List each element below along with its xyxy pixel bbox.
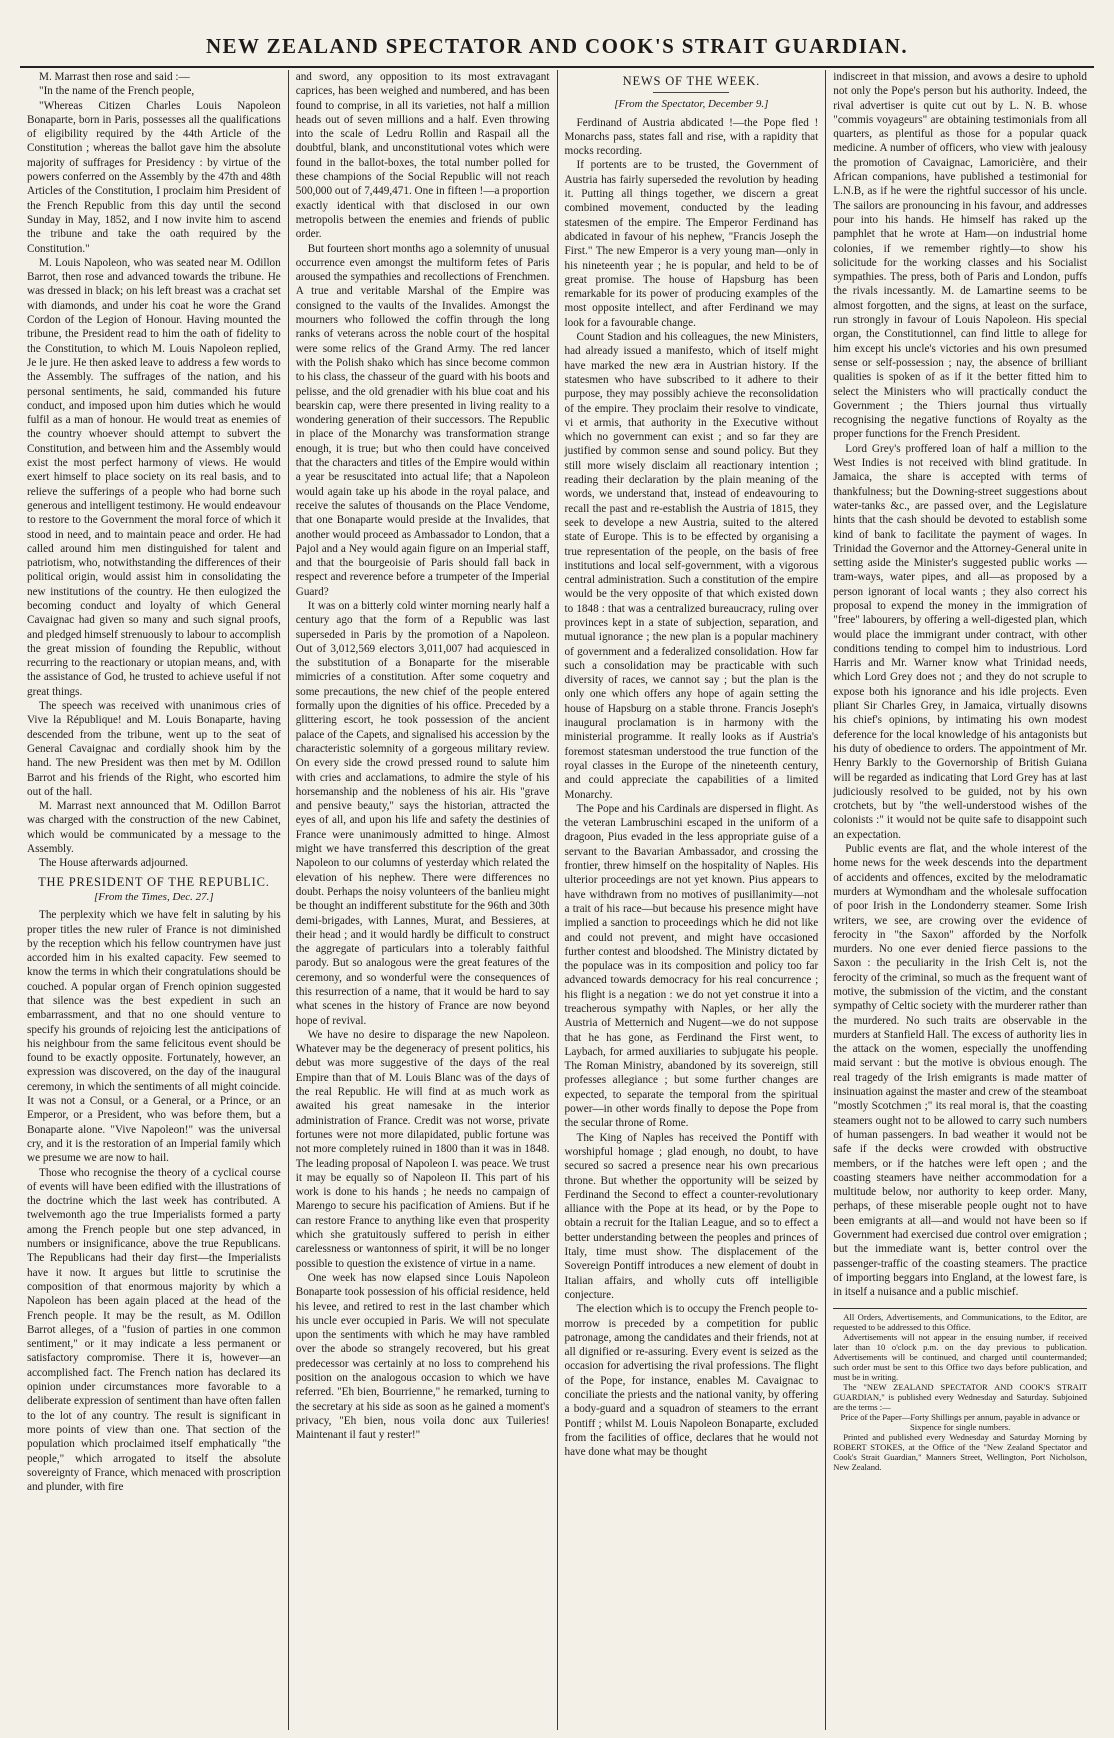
notice: Price of the Paper—Forty Shillings per annum, payable in advance or Sixpence for single numbers.: [840, 1411, 1080, 1432]
paragraph: and sword, any opposition to its most extravagant caprices, has been weighed and numbered, and has been found to comprise, in all its varieties, not half a million heads out of seven millions and a half. Even throwing into the scale of Ledru Rollin and Raspail all the doubtful, blank, and unconstitutional votes which were found in the ballot-boxes, the total number polled for these champions of the Social Republic will not reach 500,000 out of 7,449,471. One in fifteen !—a proportion exactly identical with that disclosed in our own metropolis between the enemies and friends of public order.: [295, 71, 550, 241]
masthead-rule: [20, 66, 1094, 68]
article-heading: NEWS OF THE WEEK.: [622, 74, 761, 88]
paragraph: "Whereas Citizen Charles Louis Napoleon Bonaparte, born in Paris, possesses all the qualifications of eligibility required by the 44th Article of the Constitution ; whereas the ballot gave him the absolute majority of suffrages for Presidency : by virtue of the powers conferred on the Assembly by the 47th and 48th Articles of the Constitution, I proclaim him President of the French Republic from this day until the second Sunday in May, 1852, and I now invite him to ascend the tribune and take the oath required by the Constitution.": [27, 99, 281, 255]
notice: Printed and published every Wednesday and Saturday Morning by ROBERT STOKES, at the Office of the "New Zealand Spectator and Cook's Strait Guardian," Manners Street, Wellington, Port Nicholson, New Zealand.: [833, 1431, 1087, 1472]
paragraph: M. Marrast then rose and said :—: [39, 71, 190, 83]
notice: Advertisements will not appear in the ensuing number, if received later than 10 o'clock p.m. on the day previous to publication. Advertisements will be continued, and charged until countermanded; such order must be sent to this Office two days before publication, and must be in writing.: [833, 1331, 1087, 1382]
masthead: NEW ZEALAND SPECTATOR AND COOK'S STRAIT GUARDIAN.: [205, 34, 909, 58]
paragraph: Public events are flat, and the whole interest of the home news for the week descends into the department of accidents and offences, excited by the melodramatic murders at Wymondham and the wholesale suffocation of poor Irish in the Londonderry steamer. Some Irish writers, we see, are crowing over the evidence of ferocity in "the Saxon" afforded by the Norfolk murders. No one ever denied fierce passions to the Saxon : the peculiarity in the Irish Celt is, not the ferocity of the criminal, so much as the frequent want of motive, the submission of the victim, and the constant sympathy of Celtic society with the murderer rather than the murdered. No such traits are observable in the murders at Stanfield Hall. The excess of authority lies in the attack on the women, especially the unoffending maid servant : but the motive is obvious enough. The real tragedy of the Irish emigrants is made matter of insinuation against the master and crew of the steamboat "mostly Scotchmen ;" its real moral is, that the coasting steamers ought not to be allowed to carry such numbers of human passengers. In bad weather it would not be safe if the decks were crowded with obstructive members, or if the hatches were left open ; and the coasting steamers have neither accommodation for a multitude below, nor authority to keep order. Many, perhaps, of these miserable people ought not to have been emigrants at all—and would not have been so if Government had exercised due control over emigration ; but the immediate want is, better control over the passenger-traffic of the coasting steamers. The practice of importing beggars into England, at the lowest fare, is in itself a nuisance and a public mischief.: [833, 843, 1087, 1299]
paragraph: We have no desire to disparage the new Napoleon. Whatever may be the degeneracy of present politics, his debut was more suggestive of the days of the real Empire than that of M. Louis Blanc was of the days of the real Republic. He will find at as much work as awaited his great namesake in the interior administration of France. Credit was not worse, private fortunes were not more dilapidated, public fortune was not more completely ruined in 1800 than it was in 1848. The leading proposal of Napoleon I. was peace. We trust it may be equally so of Napoleon II. This part of his work is done to his hands ; he needs no campaign of Marengo to secure his pacification of Amiens. But if he can restore France to anything like even that prosperity which she gratuitously suffered to perish in either carelessness or wantonness of spirit, it will be no longer possible to question the existence of virtue in a name.: [295, 1028, 550, 1270]
article-source: [From the Times, Dec. 27.]: [94, 890, 214, 903]
column-1: [20, 70, 288, 1730]
paragraph: M. Louis Napoleon, who was seated near M. Odillon Barrot, then rose and advanced towards the tribune. He was dressed in black; on his left breast was a crachat set with diamonds, and under his coat he wore the Grand Cordon of the Legion of Honour. Having mounted the tribune, the President read to him the oath of fidelity to the Constitution, to which M. Louis Napoleon replied, Je le jure. He then asked leave to address a few words to the Assembly. The suffrages of the nation, and his personal sentiments, he said, commanded his future conduct, and imposed upon him duties which he would fulfil as a man of honour. He would treat as enemies of the country whoever should attempt to subvert the Constitution, and between him and the Assembly would exist the most perfect harmony of views. He would exert himself to place society on its real basis, and to relieve the sufferings of a people who had borne such generous and intelligent testimony. He would endeavour to restore to the Government the moral force of which it stood in need, and to maintain peace and order. He had called around him men distinguished for talent and patriotism, who, notwithstanding the differences of their political origin, would assist him in consolidating the new institutions of the country. He then eulogized the becoming conduct and loyalty of which General Cavaignac had given so many and such signal proofs, and pledged himself strenuously to labour to accomplish the great mission of founding the Republic, without recurring to the reactionary or utopian means, and, with the assistance of God, he trusted to achieve useful if not great things.: [27, 256, 281, 698]
article-source: [From the Spectator, December 9.]: [614, 98, 769, 111]
paragraph: The election which is to occupy the French people to-morrow is preceded by a competition for public patronage, among the candidates and their friends, not at all dignified or re-assuring. Every event is seized as the occasion for advertising the rival professions. The flight of the Pope, for instance, enables M. Cavaignac to conciliate the priests and the national vanity, by offering a body-guard and a squadron of steamers to the errant Pontiff ; whilst M. Louis Napoleon Bonaparte, excluded from the facilities of office, declares that he would not have done what may be thought: [564, 1303, 819, 1459]
column-2: [288, 70, 557, 1730]
paragraph: Count Stadion and his colleagues, the new Ministers, had already issued a manifesto, which of itself might have marked the new æra in Austrian history. If the statesmen who have subscribed to it adhere to their purpose, they may possibly achieve the reconsolidation of the empire. They proclaim their resolve to vindicate, vi et armis, that authority in the Executive without which no government can exist ; and so far they are justified by common sense and sound policy. But they still more wisely disclaim all reactionary intention ; reading their declaration by the plain meaning of the words, we understand that, instead of endeavouring to recall the past and re-establish the Austria of 1815, they seek to develope a new Austria, suited to the altered state of Europe. This is to be effected by organising a true representation of the people, on the basis of free institutions and local self-government, with a vigorous central administration. Such a constitution of the empire would be the very opposite of that which existed down to 1848 : that was a centralized bureaucracy, ruling over provinces kept in a state of subjection, separation, and mutual ignorance ; the new plan is a popular machinery of government and a federalized consolidation. How far such a consolidation may be practicable with such diversity of races, we cannot say ; but the plan is the only one which offers any hope of again setting the house of Hapsburg on a stable throne. Francis Joseph's inaugural proclamation is in harmony with the ministerial programme. It really looks as if Austria's foremost statesman understood the true function of the royal classes in the Europe of the nineteenth century, and could appreciate the capabilities of a limited Monarchy.: [564, 331, 819, 801]
paragraph: Those who recognise the theory of a cyclical course of events will have been edified with the illustrations of the doctrine which the last week has contributed. A twelvemonth ago the true Imperialists formed a party among the French people but one step advanced, in numbers or insignificance, above the true Republicans. The Republicans had their day first—the Imperialists have it now. It argues but little to scrutinise the composition of that enormous majority by which a Napoleon has been again placed at the head of the French people. It may be the result, as M. Odillon Barrot alleges, of a "fusion of parties in one common sentiment," or it may indicate a less permanent or satisfactory compromise. There it is, however—an accomplished fact. The French nation has declared its opinion under circumstances more favorable to a deliberate expression of sentiment than have often fallen to the lot of any country. The result is significant in more points of view than one. That section of the population which proclaimed itself emphatically "the people," which arrogated to itself the absolute sovereignty of France, which menaced with proscription and plunder, with fire: [27, 1166, 281, 1494]
paragraph: The speech was received with unanimous cries of Vive la République! and M. Louis Bonaparte, having descended from the tribune, went up to the seat of General Cavaignac and cordially shook him by the hand. The new President was then met by M. Odillon Barrot and his friends of the Right, who escorted him out of the hall.: [27, 700, 281, 798]
paragraph: The King of Naples has received the Pontiff with worshipful homage ; glad enough, no doubt, to have secured so sacred a presence near his own precarious throne. But whether the opportunity will be seized by Ferdinand the Second to effect a counter-revolutionary alliance with the Pope at its head, or by the Pope to obtain a recruit for the Italian League, and so to effect a better understanding between the peoples and princes of Italy, time must show. The displacement of the Sovereign Pontiff introduces a new element of doubt in Italian affairs, and wholly cuts off intelligible conjecture.: [564, 1131, 819, 1301]
paragraph: It was on a bitterly cold winter morning nearly half a century ago that the form of a Republic was last superseded in Paris by the promotion of a Napoleon. Out of 3,012,569 electors 3,011,007 had acquiesced in the substitution of a Bonaparte for the miserable mimicries of a constitution. After some coquetry and some precautions, the new chief of the people entered formally upon the dignities of his office. Preceded by a glittering escort, he took possession of the ancient palace of the Capets, and signalised his accession by the characteristic solemnity of a gorgeous military review. On every side the crowd pressed round to salute him with cries and acclamations, to admire the style of his horsemanship and the nobleness of his air. His "grave and pensive beauty," says the historian, attracted the eyes of all, and upon his life and safety the destinies of France were unanimously admitted to hinge. Almost might we have transferred this description of the great Napoleon to our columns of yesterday which related the elevation of his nephew. There were differences no doubt. Perhaps the noisy volunteers of the banlieu might be thought an indifferent substitute for the 96th and 30th demi-brigades, with Lannes, Murat, and Bessieres, at their head ; and it would hardly be difficult to construct the aggregate of particulars into a tolerably faithful parody. But so analogous were the great features of the ceremony, and so wonderful were the consequences of this resurrection of a name, that it would be hard to say what scenes in the history of France are now beyond hope of revival.: [295, 599, 550, 1027]
paragraph: Lord Grey's proffered loan of half a million to the West Indies is not received with blind gratitude. In Jamaica, the share is accepted with terms of thankfulness; but the Downing-street suggestions about water-tanks &c., are passed over, and the Legislature hints that the cash should be devoted to establish some kind of bank to facilitate the payment of wages. In Trinidad the Governor and the Attorney-General unite in setting aside the Minister's suggested public works —tram-ways, water pipes, and all—as proposed by a person ignorant of local wants ; they also correct his proposal to expend the money in the immigration of "free" labourers, by offering a well-digested plan, which would place the immigrant under contract, with other conditions tending to compel him to industrious. Lord Harris and Mr. Warner know what Trinidad needs, which Lord Grey does not ; and they do not scruple to expose both his ignorance and his idle projects. Even pliant Sir Charles Grey, in Jamaica, virtually disowns his chief's opinions, by intimating his own modest deference for the local knowledge of his antagonists but his duty of obedience to orders. The appointment of Mr. Henry Barkly to the Governorship of British Guiana will be regarded as indicating that Lord Grey has at last judiciously resolved to be guided, not by his own crotchets, but by "the well-understood wishes of the colonists :" it would not be quite safe to disappoint such an expectation.: [833, 442, 1087, 841]
paragraph: The perplexity which we have felt in saluting by his proper titles the new ruler of France is not diminished by the reception which his fellow countrymen have just accorded him in his exalted capacity. Few seemed to know the terms in which their congratulations should be couched. A popular organ of French opinion suggested that silence was the best expedient in such an embarrassment, and that no one should venture to specify his grounds of rejoicing lest the anticipations of his neighbour from the same felicitous event should be found to be exactly opposite. Fortunately, however, an expression was discovered, on the day of the inaugural ceremony, in which the sentiments of all might coincide. It was not a Consul, or a General, or a Prince, or an Emperor, or a President, who was before them, but a Bonaparte alone. "Vive Napoleon!" was the universal cry, and it is the restoration of an Imperial family which we presume we are now to hail.: [27, 909, 281, 1165]
paragraph: indiscreet in that mission, and avows a desire to uphold not only the Pope's person but his authority. Indeed, the rival advertiser is quite cut out by L. N. B. whose "commis voyageurs" are obtaining testimonials from all quarters, as plentiful as those for a popular quack medicine. A number of officers, who view with jealousy the promotion of Cavaignac, Lamoricière, and their African companions, have published a testimonial for L.N.B, as if he were the rightful successor of his uncle. The sailors are pronouncing in his favour, and addresses pour into his hands. He himself has raked up the pamphlet that he wrote at Ham—on industrial home colonies, if we remember rightly—to show his solicitude for the working classes and his Socialist sympathies. The press, both of Paris and London, puffs the rivals incessantly. M. de Lamartine seems to be almost forgotten, and the signs, at least on the surface, run strongly in favour of Louis Napoleon. His special organ, the Constitutionnel, can find little to allege for him except his uncle's victories and his own presumed sense or self-possession ; nay, the absence of brilliant qualities is spoken of as if it the better fitted him to select the Ministers who will practically conduct the Government ; the Thiers journal thus virtually recognising the negative functions of Royalty as the proper functions for the French President.: [833, 71, 1087, 441]
column-3: [557, 70, 826, 1730]
article-heading: THE PRESIDENT OF THE REPUBLIC.: [38, 874, 270, 889]
paragraph: The House afterwards adjourned.: [39, 857, 189, 870]
publication-notices: [833, 1308, 1087, 1472]
paragraph: M. Marrast next announced that M. Odillon Barrot was charged with the construction of the new Cabinet, which would be communicated by a message to the Assembly.: [27, 800, 281, 856]
heading-rule: [653, 92, 729, 93]
columns: [20, 70, 1094, 1730]
paragraph: If portents are to be trusted, the Government of Austria has fairly superseded the revolution by heading it. Putting all things together, we discern a great combined movement, conducted by the leading statesmen of the empire. The Emperor Ferdinand has abdicated in favour of his nephew, "Francis Joseph the First." The new Emperor is a very young man—only in his nineteenth year ; he is popular, and held to be of great promise. The house of Hapsburg has been remarkable for its power of producing examples of the most opposite intellect, and after Ferdinand we may look for a favourable change.: [564, 159, 819, 329]
paragraph: "In the name of the French people,: [39, 85, 195, 98]
paragraph: The Pope and his Cardinals are dispersed in flight. As the veteran Lambruschini escaped in the uniform of a dragoon, Pius evaded in the less appropriate guise of a servant to the Bavarian Ambassador, and crossing the frontier, threw himself on the hospitality of Naples. His ulterior proceedings are not yet known. Pius appears to have withdrawn from no motives of pusillanimity—not a trait of his race—but because his presence might have implied a sanction to proceedings which he did not like and could not prevent, and might have occasioned further contest and bloodshed. The Ministry dictated by the populace was in its composition and policy too far advanced towards democracy for his real concurrence ; his flight is a negation : we do not yet construe it into a treacherous sympathy with Naples, or her ally the Austria of Metternich and Nugent—we do not suppose that he has gone, as Ferdinand the First went, to Laybach, for armed auxiliaries to subjugate his people. The Roman Ministry, abandoned by its sovereign, still professes allegiance ; but some further changes are expected, to separate the temporal from the spiritual power—in other words finally to depose the Pope from the secular throne of Rome.: [564, 802, 819, 1130]
paragraph: But fourteen short months ago a solemnity of unusual occurrence even amongst the multiform fetes of Paris aroused the sympathies and recollections of Frenchmen. A true and veritable Marshal of the Empire was consigned to the vaults of the Invalides. Amongst the mourners who followed the coffin through the long ranks of veterans across the noble court of the hospital were some relics of the Grand Army. The red lancer with the Polish shako which has since become common to his class, the chasseur of the guard with his boots and pelisse, and the old grenadier with his blue coat and his bearskin cap, were there presented in living reality to a wondering generation of their successors. The Republic in place of the Monarchy was transformation strange enough, it is true; but who then could have conceived that the characters and titles of the Empire would within a year be resuscitated into actual life; that a Napoleon would again take up his abode in the royal palace, and receive the salutes of thousands on the Place Vendome, that one Bonaparte would preside at the Invalides, that another would proceed as Ambassador to London, that a Pajol and a Ney would again figure on an Imperial staff, and that the bourgeoisie of Paris should fall back in respect and reverence before a trumpeter of the Imperial Guard?: [295, 242, 550, 598]
notice: The "NEW ZEALAND SPECTATOR AND COOK'S STRAIT GUARDIAN," is published every Wednesday and Saturday. Subjoined are the terms :—: [833, 1381, 1087, 1412]
notice: All Orders, Advertisements, and Communications, to the Editor, are requested to be addressed to this Office.: [833, 1311, 1087, 1332]
column-4: [825, 70, 1094, 1730]
paragraph: One week has now elapsed since Louis Napoleon Bonaparte took possession of his official residence, held his levee, and retired to rest in the last chamber which his uncle ever occupied in Paris. We will not speculate upon the sentiments with which he may have rambled over the abode so strangely recovered, but his great predecessor was certainly at no loss to comprehend his position on the analogous occasion to which we have referred. "Eh bien, Bourrienne," he remarked, turning to the secretary at his side as soon as he gained a moment's privacy, "Eh bien, nous voila donc aux Tuileries! Maintenant il faut y rester!": [295, 1271, 550, 1442]
paragraph: Ferdinand of Austria abdicated !—the Pope fled ! Monarchs pass, states fall and rise, with a rapidity that mocks recording.: [564, 116, 819, 158]
